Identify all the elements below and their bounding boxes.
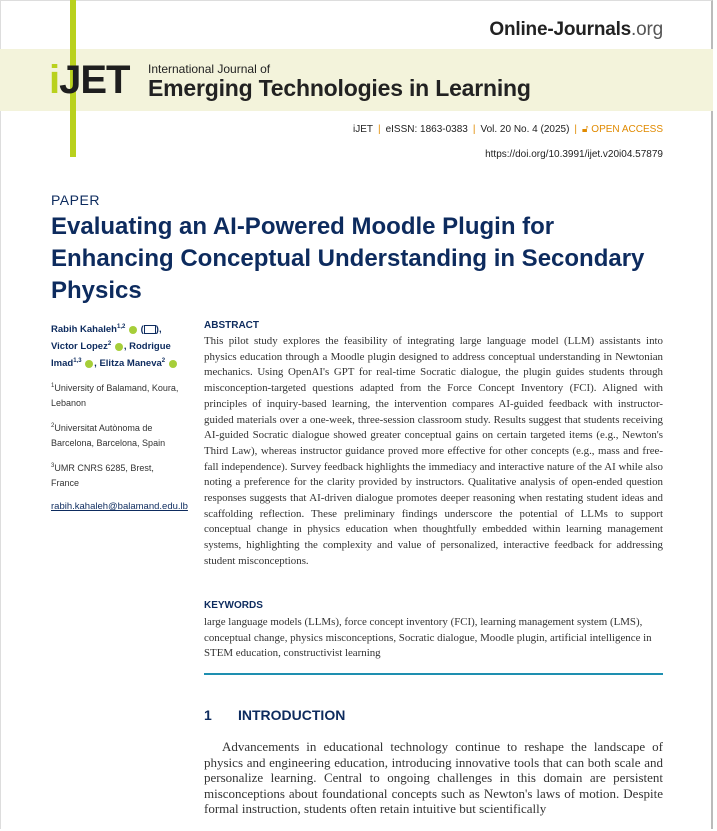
orcid-icon[interactable] bbox=[169, 360, 177, 368]
author-4[interactable]: Elitza Maneva bbox=[99, 358, 162, 370]
mail-icon[interactable] bbox=[144, 325, 156, 334]
author-2[interactable]: Victor Lopez bbox=[51, 341, 108, 353]
affiliation-2: $^2$Universitat Autònoma de Barcelona, Barcelona, Spain bbox=[51, 423, 166, 449]
keywords-text: large language models (LLMs), force concept inventory (FCI), learning management system (LMS), conceptual change, physics misconceptions, Socratic dialogue, Moodle plugin, artificial intelligence in STEM education, constructivist learning bbox=[204, 616, 652, 660]
meta-eissn: eISSN: 1863-0383 bbox=[385, 124, 468, 135]
abstract-text: This pilot study explores the feasibility of integrating large language model (LLM) assistants into physics education through a Moodle plugin designed to address conceptual understanding in Newtonian mechanics. Using OpenAI's GPT for real-time Socratic dialogue, the plugin guides students through misconception-targeted questions adapted from the Force Concept Inventory (FCI). Aligned with principles of inquiry-based learning, the intervention compares AI-guided feedback with instructor-guided materials over a one-week, three-session classroom study. Results suggest that students receiving AI-guided Socratic dialogue showed greater conceptual gains on certain targeted items (e.g., Newton's Third Law), whereas instructor guidance proved more effective for other concepts (e.g., mass and free-fall independence). Survey feedback highlights the immediacy and interactive nature of the AI while also noting a preference for the clarity provided by instructors. Qualitative analysis of open-ended question responses suggests that AI-driven dialogue promotes deeper reasoning when restating student ideas and scaffolding reflection. These preliminary findings underscore the potential of LLMs to support conceptual change in physics education when thoughtfully embedded within learning management systems, highlighting the complexity and value of personalized, interactive feedback for addressing student misconceptions. bbox=[204, 335, 663, 567]
orcid-icon[interactable] bbox=[115, 343, 123, 351]
section-divider bbox=[204, 673, 663, 675]
author-list: Rabih Kahaleh$^{1,2}$ ( ), Victor Lopez$^2$ , Rodrigue Imad$^{1,3}$ , Elitza Maneva$^2$ bbox=[51, 320, 181, 371]
meta-short: iJET bbox=[352, 124, 373, 135]
section-number: 1 bbox=[204, 707, 212, 723]
corresponding-email[interactable]: rabih.kahaleh@balamand.edu.lb bbox=[51, 501, 188, 513]
keywords-heading: KEYWORDS bbox=[204, 600, 263, 611]
author-3[interactable]: Rodrigue Imad bbox=[51, 341, 171, 370]
logo-i: i bbox=[49, 58, 60, 102]
paper-title: Evaluating an AI-Powered Moodle Plugin for Enhancing Conceptual Understanding in Secondary Physics bbox=[51, 213, 645, 304]
open-access-icon: 🔓︎ bbox=[582, 124, 589, 135]
open-access-label: OPEN ACCESS bbox=[591, 124, 663, 135]
section-title: INTRODUCTION bbox=[238, 707, 346, 723]
author-sidebar bbox=[51, 320, 188, 514]
meta-volume: Vol. 20 No. 4 (2025) bbox=[480, 124, 570, 135]
affiliation-3: $^3$UMR CNRS 6285, Brest, France bbox=[51, 463, 154, 489]
affiliation-1: $^1$University of Balamand, Koura, Lebanon bbox=[51, 383, 179, 409]
intro-paragraph: Advancements in educational technology continue to reshape the landscape of physics and engineering education, introducing innovative tools that can both scale and personalize learning. Central to ongoing challenges in this domain are persistent misconceptions about foundational concepts such as Newton's laws of motion. Despite formal instruction, students often retain intuitive but scientifically bbox=[204, 739, 663, 816]
doi-link[interactable]: https://doi.org/10.3991/ijet.v20i04.57879 bbox=[485, 149, 663, 160]
publisher-suffix: .org bbox=[631, 19, 663, 40]
author-1[interactable]: Rabih Kahaleh bbox=[51, 324, 117, 336]
paper-type-label: PAPER bbox=[51, 192, 100, 208]
logo-rest: JET bbox=[59, 58, 130, 102]
publisher-name[interactable] bbox=[489, 19, 663, 41]
journal-subtitle: International Journal of bbox=[148, 62, 271, 76]
issue-meta: iJET | eISSN: 1863-0383 | Vol. 20 No. 4 (2025) | 🔓︎ OPEN ACCESS bbox=[352, 124, 663, 135]
orcid-icon[interactable] bbox=[129, 326, 137, 334]
journal-title: Emerging Technologies in Learning bbox=[148, 75, 531, 101]
orcid-icon[interactable] bbox=[85, 360, 93, 368]
publisher-bold: Online-Journals bbox=[489, 19, 632, 40]
journal-logo bbox=[49, 58, 129, 102]
abstract-heading: ABSTRACT bbox=[204, 320, 259, 331]
